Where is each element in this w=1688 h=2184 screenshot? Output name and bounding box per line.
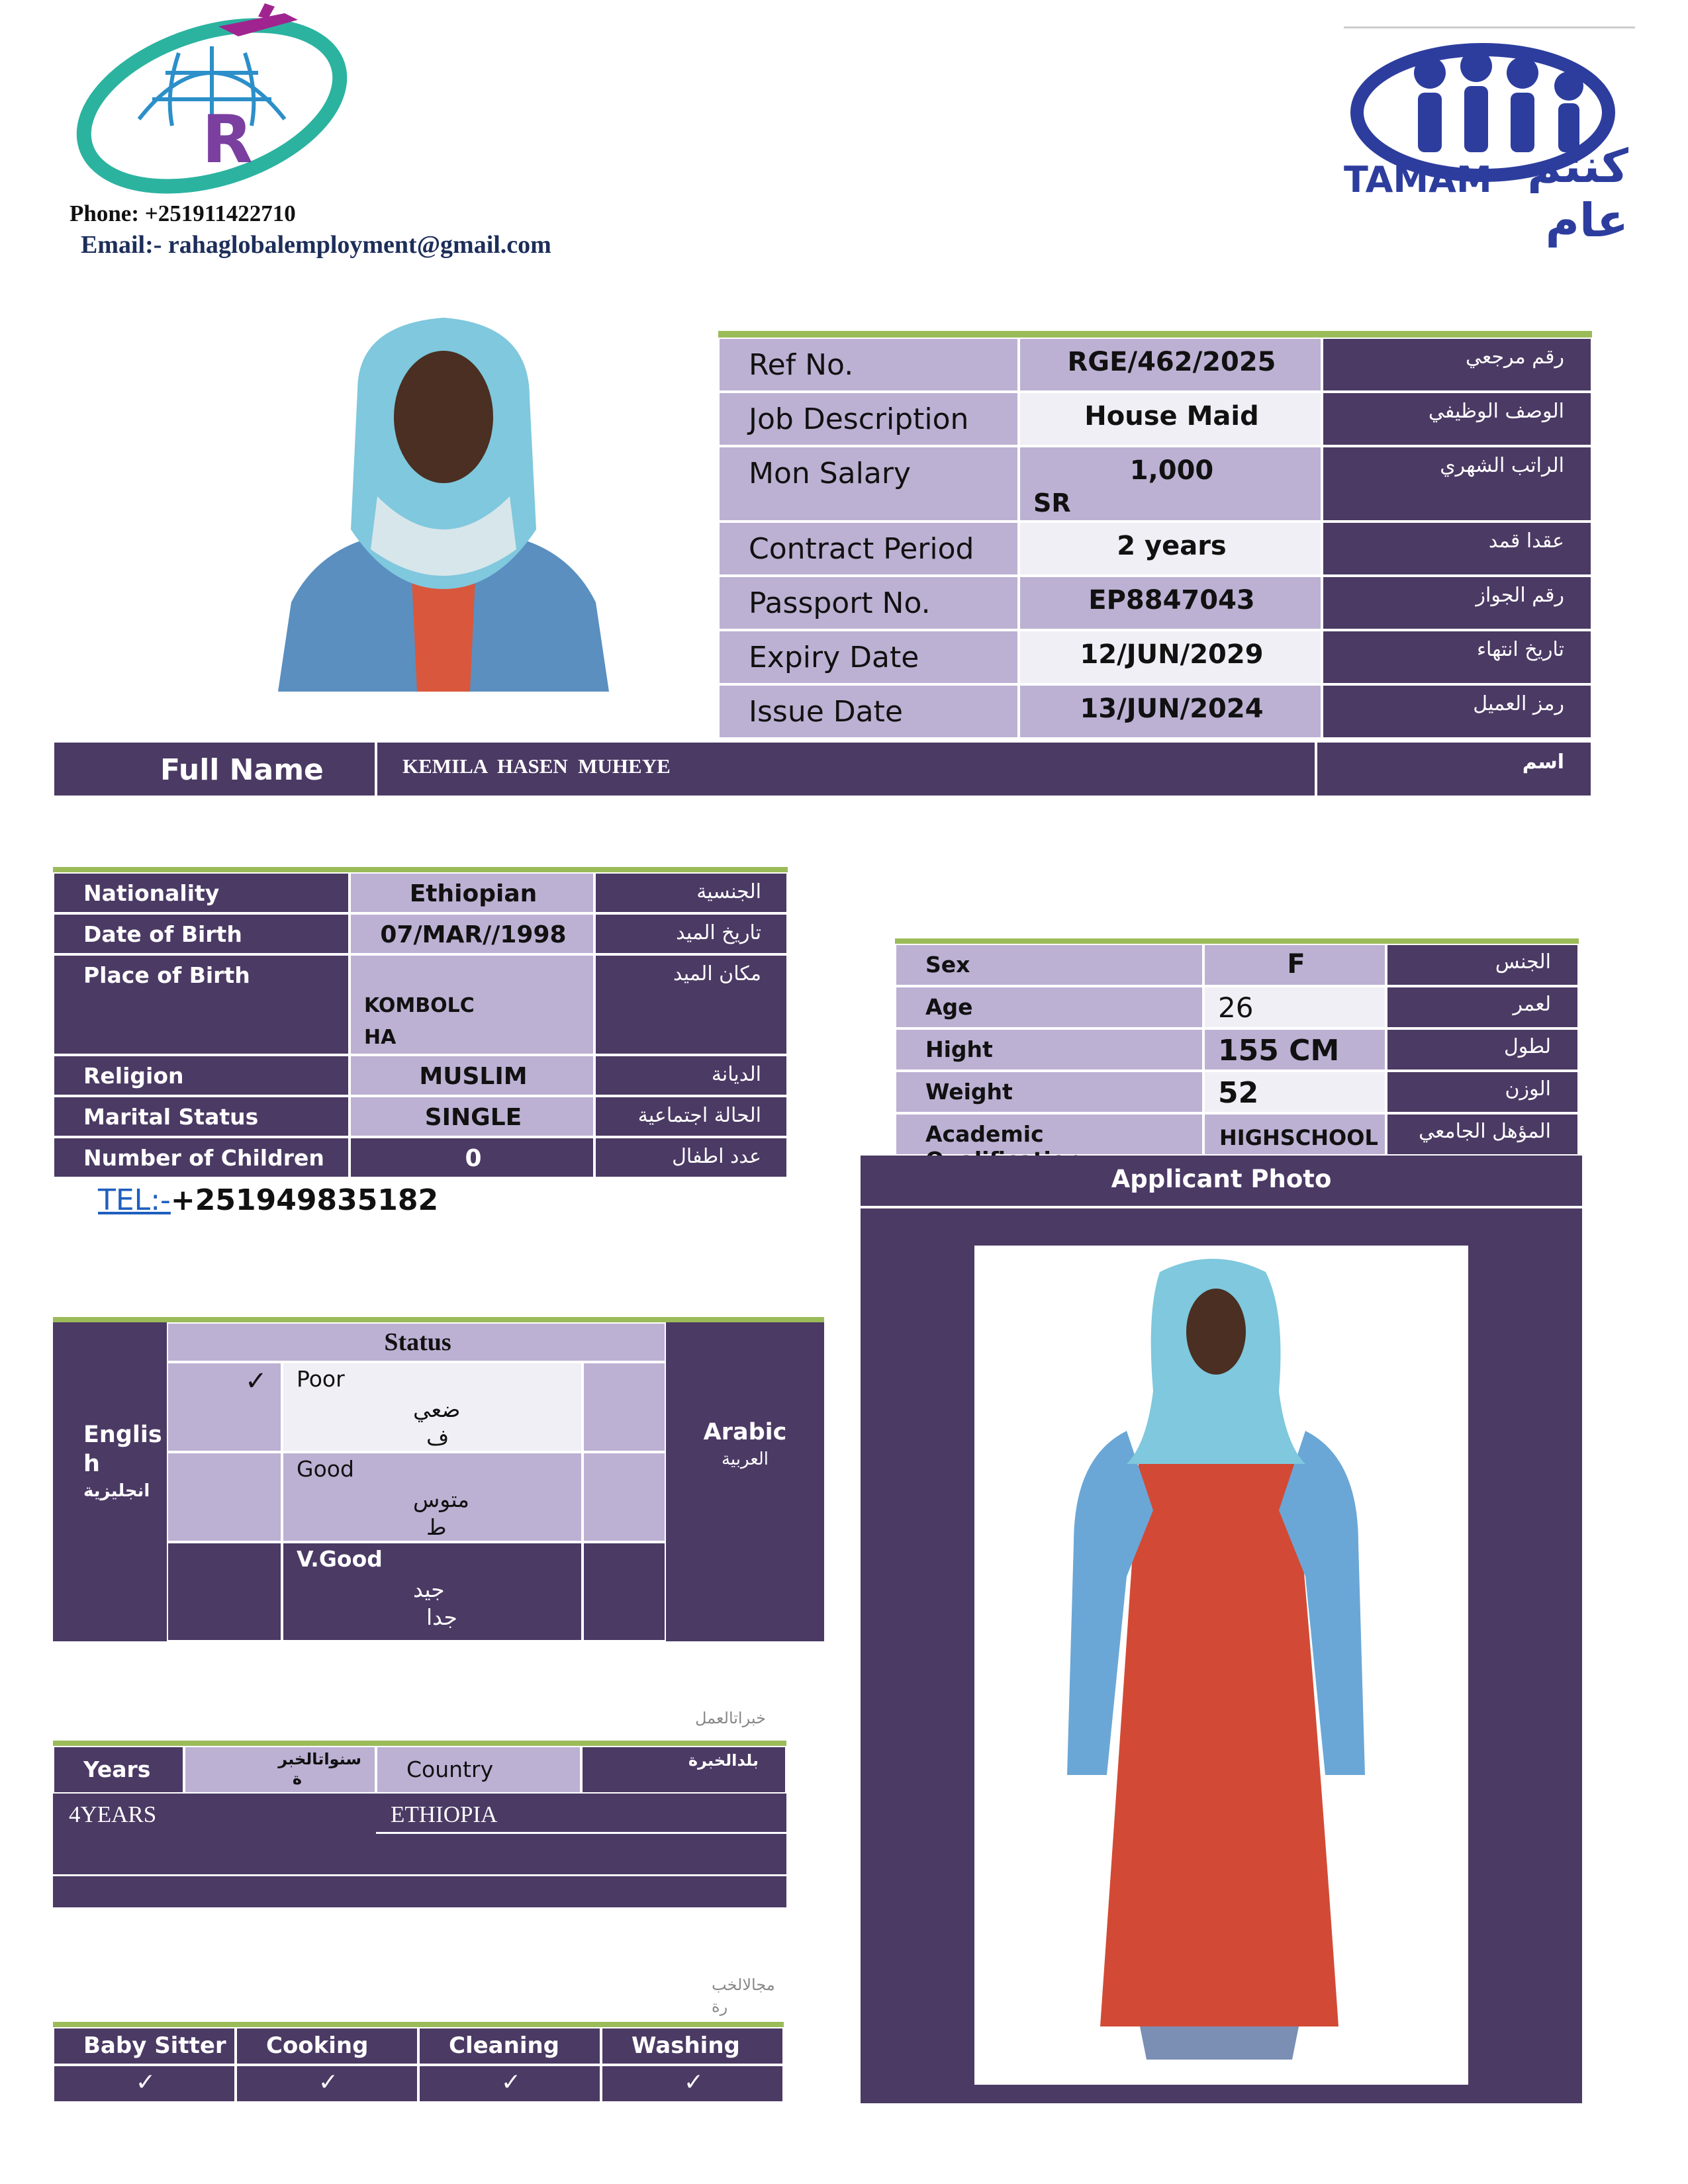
physical-label-cell	[895, 1071, 1203, 1113]
level-label-ar-2: ف	[426, 1424, 449, 1450]
personal-ar-cell	[594, 913, 788, 954]
arabic-label-ar: العربية	[721, 1449, 769, 1469]
ref-row-value: RGE/462/2025	[1067, 347, 1276, 377]
skills-table-top-bar	[53, 2022, 784, 2027]
personal-row-label: Nationality	[83, 880, 220, 906]
ref-label-cell	[718, 522, 1019, 576]
skill-check-cell	[236, 2065, 418, 2103]
level-cell	[282, 1362, 583, 1452]
physical-table-top-bar	[895, 938, 1579, 944]
skills-title-ar-1: مجالالخب	[712, 1976, 775, 1994]
personal-row-ar: عدد اطفال	[672, 1145, 761, 1168]
country-value: ETHIOPIA	[391, 1801, 498, 1827]
ref-row-value: EP8847043	[1088, 585, 1255, 615]
physical-ar-cell	[1386, 986, 1579, 1028]
physical-label-cell	[895, 1028, 1203, 1071]
tamam-arabic-text: كنتم عام	[1527, 139, 1628, 248]
ref-ar-cell	[1322, 522, 1592, 576]
ref-value-cell	[1019, 522, 1322, 576]
skill-label-cell	[236, 2027, 418, 2065]
ref-row-value: 12/JUN/2029	[1080, 639, 1264, 670]
full-name-value: KEMILA HASEN MUHEYE	[402, 754, 671, 778]
physical-row-ar: لعمر	[1513, 993, 1551, 1016]
physical-table	[895, 944, 1579, 1156]
level-label: Good	[297, 1456, 354, 1482]
ref-ar-cell	[1322, 338, 1592, 392]
ref-row-value: 2 years	[1117, 531, 1227, 561]
physical-row-ar: الوزن	[1505, 1077, 1551, 1101]
ref-row-ar: رمز العميل	[1473, 692, 1564, 715]
skill-check-icon: ✓	[135, 2069, 156, 2096]
full-name-ar: اسم	[1522, 751, 1564, 774]
personal-label-cell	[53, 1137, 350, 1178]
applicant-photo-panel	[861, 1156, 1582, 2103]
personal-label-cell	[53, 954, 350, 1055]
ref-table	[718, 338, 1592, 743]
physical-value-cell	[1203, 1113, 1386, 1156]
ref-label-cell	[718, 338, 1019, 392]
ref-ar-cell	[1322, 576, 1592, 630]
experience-body	[53, 1794, 786, 1907]
personal-table	[53, 872, 788, 1177]
level-label-ar-2: جدا	[426, 1604, 457, 1630]
years-label-ar-1: سنواتالخبر	[278, 1750, 361, 1768]
ref-row-label: Issue Date	[749, 695, 903, 729]
country-label-ar: بلدالخبرة	[688, 1751, 759, 1770]
ref-row-ar: الوصف الوظيفي	[1428, 400, 1564, 423]
physical-value-cell	[1203, 1071, 1386, 1113]
ref-value-cell	[1019, 392, 1322, 446]
tel-number: +251949835182	[170, 1183, 439, 1217]
email-text: Email:- rahaglobalemployment@gmail.com	[81, 231, 551, 259]
ref-row-ar: الراتب الشهري	[1440, 454, 1564, 477]
skill-label-cell	[418, 2027, 601, 2065]
level-label-ar-1: متوس	[413, 1486, 469, 1512]
physical-value-cell	[1203, 944, 1386, 986]
personal-row-label: Date of Birth	[83, 921, 242, 947]
tel-line	[98, 1183, 438, 1217]
ref-ar-cell	[1322, 684, 1592, 739]
physical-row-label: Weight	[925, 1079, 1013, 1105]
personal-row-value: KOMBOLC	[364, 994, 475, 1017]
skill-check-cell	[53, 2065, 236, 2103]
language-english-cell	[53, 1322, 167, 1641]
raha-logo	[66, 0, 364, 199]
skill-check-icon: ✓	[318, 2069, 339, 2096]
physical-row-label: Sex	[925, 952, 970, 978]
ref-row-ar: رقم الجواز	[1476, 584, 1564, 607]
physical-row-value: 26	[1218, 991, 1254, 1024]
physical-ar-cell	[1386, 1071, 1579, 1113]
check-mark-icon: ✓	[245, 1366, 267, 1396]
language-table-top-bar	[53, 1317, 824, 1322]
level-cell	[282, 1542, 583, 1641]
years-label-ar-2: ة	[292, 1770, 302, 1788]
physical-row-label: Hight	[925, 1036, 993, 1062]
full-name-label-cell	[53, 741, 376, 797]
ref-value-cell	[1019, 576, 1322, 630]
personal-value-cell	[350, 913, 594, 954]
ref-row-label: Contract Period	[749, 532, 974, 566]
personal-ar-cell	[594, 1096, 788, 1137]
personal-row-label: Number of Children	[83, 1145, 324, 1171]
personal-row-ar: تاريخ الميد	[676, 921, 761, 944]
personal-value-cell	[350, 1055, 594, 1096]
skill-label: Baby Sitter	[83, 2032, 226, 2059]
tamam-text: TAMAM	[1344, 159, 1492, 201]
physical-row-ar: لطول	[1503, 1035, 1551, 1058]
ref-row-value-unit: SR	[1033, 488, 1071, 518]
ref-row-value: House Maid	[1084, 401, 1259, 432]
language-levels	[167, 1362, 666, 1641]
years-label-cell	[53, 1746, 184, 1794]
personal-row-value: 0	[465, 1145, 482, 1172]
personal-row-ar: الديانة	[711, 1063, 761, 1086]
ref-label-cell	[718, 392, 1019, 446]
ref-row-value: 13/JUN/2024	[1080, 694, 1264, 724]
personal-value-cell	[350, 1096, 594, 1137]
experience-title-ar: خبراتالعمل	[695, 1709, 766, 1727]
personal-ar-cell	[594, 1055, 788, 1096]
skills-table	[53, 2027, 784, 2103]
country-label-cell	[376, 1746, 581, 1794]
ref-row-label: Expiry Date	[749, 641, 919, 674]
personal-row-value: 07/MAR//1998	[380, 921, 567, 948]
personal-row-ar: الجنسية	[696, 880, 761, 903]
ref-label-cell	[718, 446, 1019, 522]
skill-check-icon: ✓	[500, 2069, 522, 2096]
ref-ar-cell	[1322, 446, 1592, 522]
applicant-photo-label: Applicant Photo	[1111, 1165, 1332, 1193]
personal-row-value: MUSLIM	[419, 1063, 528, 1090]
level-check-cell	[167, 1452, 282, 1542]
svg-text:R: R	[202, 101, 254, 178]
status-header-cell	[167, 1322, 666, 1362]
personal-row-ar: الحالة اجتماعية	[637, 1104, 761, 1127]
personal-ar-cell	[594, 1137, 788, 1178]
personal-ar-cell	[594, 872, 788, 913]
level-check-cell	[167, 1542, 282, 1641]
personal-row-value-cont: HA	[364, 1026, 397, 1049]
ref-row-ar: رقم مرجعي	[1466, 345, 1564, 369]
physical-row-label: Age	[925, 994, 973, 1020]
physical-ar-cell	[1386, 944, 1579, 986]
physical-row-value: F	[1287, 949, 1305, 979]
ref-table-top-bar	[718, 331, 1592, 338]
physical-label-cell	[895, 986, 1203, 1028]
level-arabic-check-cell[interactable]	[583, 1362, 666, 1452]
english-label-2: h	[83, 1451, 100, 1477]
personal-row-ar: مكان الميد	[673, 962, 761, 985]
physical-row-ar: المؤهل الجامعي	[1419, 1120, 1551, 1143]
years-label-ar-cell	[184, 1746, 376, 1794]
experience-divider-2	[53, 1874, 786, 1876]
arabic-label: Arabic	[703, 1419, 787, 1445]
personal-value-cell	[350, 954, 594, 1055]
full-name-label: Full Name	[160, 753, 324, 787]
ref-row-label: Ref No.	[749, 348, 854, 382]
physical-row-value: HIGHSCHOOL	[1219, 1125, 1378, 1150]
ref-row-value: 1,000	[1129, 455, 1214, 486]
skill-label: Cooking	[266, 2032, 369, 2059]
personal-row-value: SINGLE	[424, 1104, 522, 1131]
portrait-photo	[278, 311, 609, 692]
experience-divider-1	[376, 1832, 786, 1834]
full-name-value-cell	[376, 741, 1316, 797]
physical-ar-cell	[1386, 1113, 1579, 1156]
personal-row-label: Marital Status	[83, 1104, 259, 1130]
ref-row-label: Mon Salary	[749, 457, 911, 490]
tel-link[interactable]: TEL:-	[98, 1183, 171, 1217]
skills-title-ar-2: رة	[712, 1997, 728, 2016]
years-value: 4YEARS	[69, 1801, 157, 1827]
years-label: Years	[83, 1756, 151, 1782]
level-cell	[282, 1452, 583, 1542]
personal-label-cell	[53, 1055, 350, 1096]
skill-check-cell	[418, 2065, 601, 2103]
level-label-ar-1: جيد	[413, 1576, 445, 1602]
level-arabic-check-cell[interactable]	[583, 1452, 666, 1542]
physical-row-label: Academic	[925, 1121, 1044, 1147]
personal-row-value: Ethiopian	[409, 880, 538, 907]
level-label-ar-1: ضعي	[413, 1396, 461, 1422]
english-label-ar: انجليزية	[83, 1481, 150, 1501]
personal-label-cell	[53, 872, 350, 913]
skill-check-cell	[601, 2065, 784, 2103]
english-label-1: Englis	[83, 1422, 162, 1448]
ref-label-cell	[718, 630, 1019, 684]
physical-value-cell	[1203, 1028, 1386, 1071]
physical-row-value: 155 CM	[1218, 1034, 1340, 1068]
experience-table-top-bar	[53, 1741, 786, 1746]
skill-label: Cleaning	[449, 2032, 560, 2059]
level-label: Poor	[297, 1366, 345, 1392]
personal-value-cell	[350, 1137, 594, 1178]
ref-label-cell	[718, 684, 1019, 739]
personal-ar-cell	[594, 954, 788, 1055]
ref-row-label: Job Description	[749, 402, 969, 436]
personal-row-label: Place of Birth	[83, 962, 250, 988]
personal-value-cell	[350, 872, 594, 913]
personal-label-cell	[53, 913, 350, 954]
physical-value-cell	[1203, 986, 1386, 1028]
globe-plane-icon	[66, 0, 364, 199]
ref-ar-cell	[1322, 630, 1592, 684]
ref-row-ar: عقدا قمد	[1488, 529, 1564, 553]
ref-value-cell	[1019, 684, 1322, 739]
phone-text: Phone: +251911422710	[70, 201, 296, 226]
ref-ar-cell	[1322, 392, 1592, 446]
physical-label-cell	[895, 944, 1203, 986]
physical-row-ar: الجنس	[1495, 950, 1551, 974]
ref-value-cell	[1019, 338, 1322, 392]
ref-row-ar: تاريخ انتهاء	[1476, 638, 1564, 661]
country-label: Country	[406, 1756, 494, 1782]
level-label-ar-2: ط	[426, 1514, 447, 1540]
ref-row-label: Passport No.	[749, 586, 931, 620]
full-name-ar-cell	[1316, 741, 1592, 797]
skill-check-icon: ✓	[683, 2069, 704, 2096]
status-header: Status	[384, 1328, 451, 1356]
language-arabic-cell	[666, 1322, 824, 1641]
ref-value-cell	[1019, 446, 1322, 522]
level-label: V.Good	[297, 1546, 383, 1572]
physical-label-cell	[895, 1113, 1203, 1156]
physical-row-value: 52	[1218, 1076, 1259, 1110]
physical-ar-cell	[1386, 1028, 1579, 1071]
skill-label: Washing	[632, 2032, 740, 2059]
ref-label-cell	[718, 576, 1019, 630]
personal-row-label: Religion	[83, 1063, 184, 1089]
personal-table-top-bar	[53, 867, 788, 872]
applicant-full-photo	[974, 1246, 1468, 2085]
skill-label-cell	[601, 2027, 784, 2065]
level-arabic-check-cell[interactable]	[583, 1542, 666, 1641]
skill-label-cell	[53, 2027, 236, 2065]
level-check-cell	[167, 1362, 282, 1452]
ref-value-cell	[1019, 630, 1322, 684]
tamam-logo	[1344, 26, 1635, 248]
country-label-ar-cell	[581, 1746, 786, 1794]
personal-label-cell	[53, 1096, 350, 1137]
